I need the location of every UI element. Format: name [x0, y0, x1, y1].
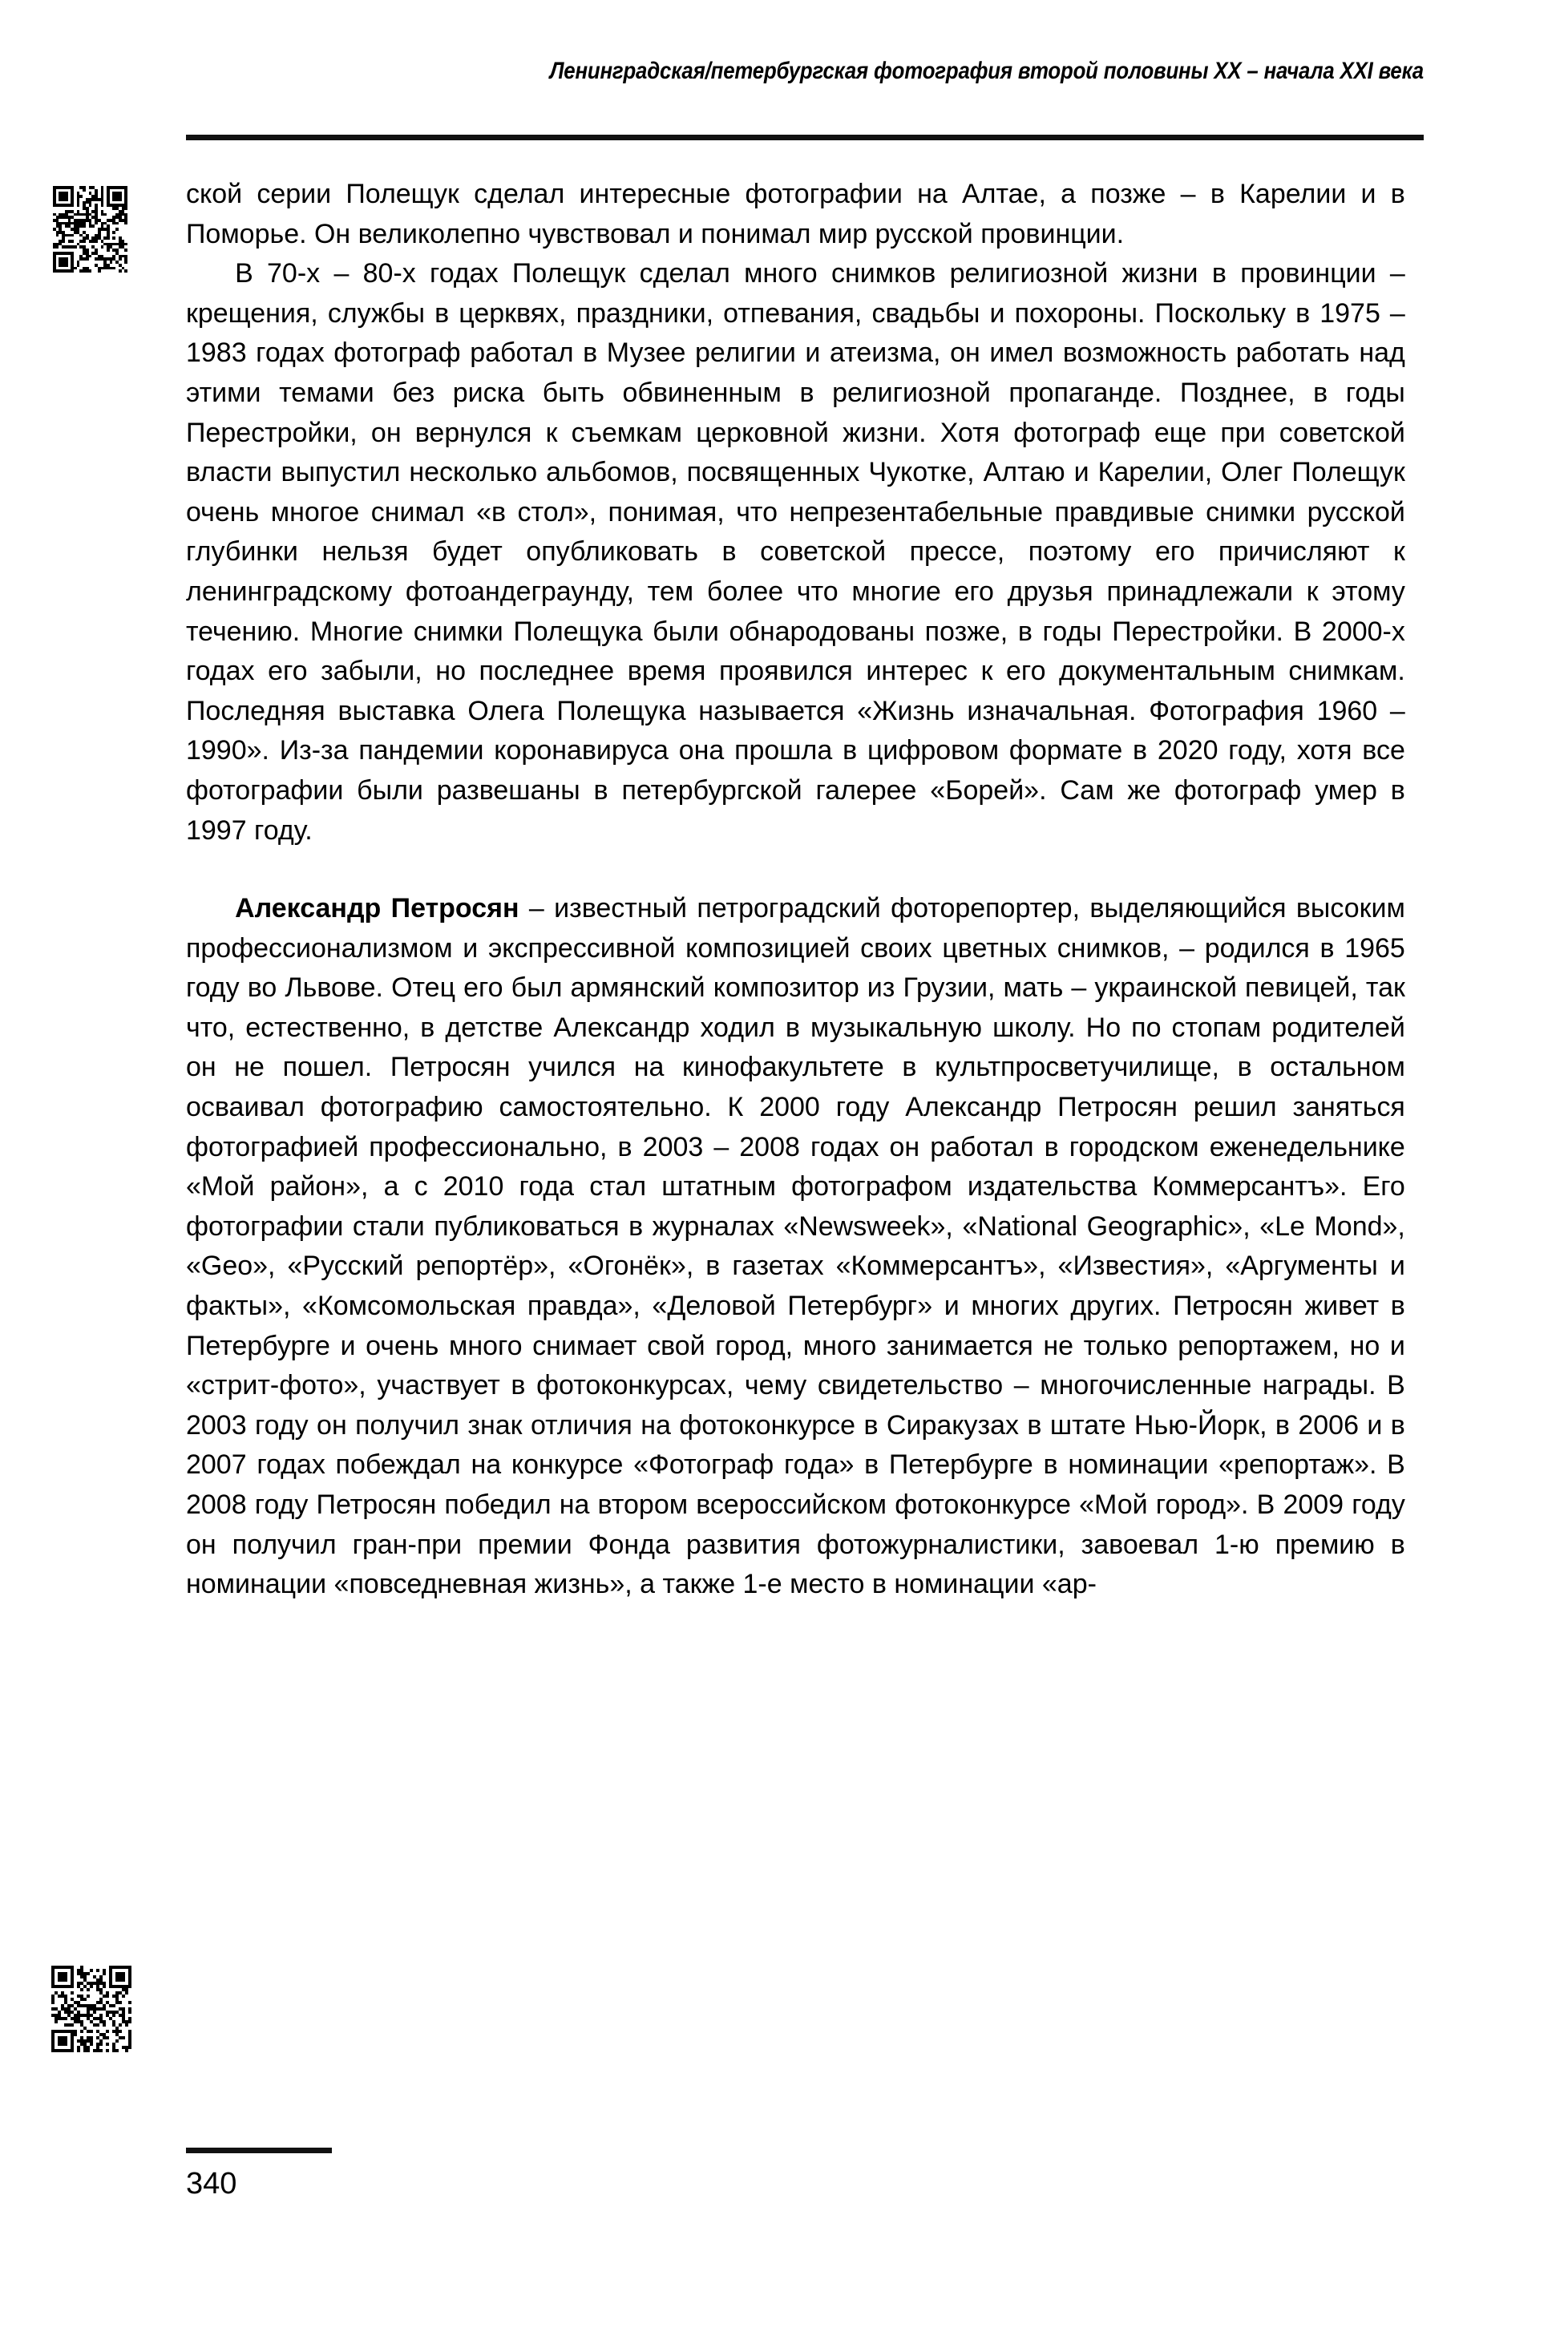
running-head: Ленинградская/петербургская фотография второй половины XX – начала XXI века	[549, 58, 1424, 84]
qr-code-icon	[53, 186, 127, 273]
header-rule	[186, 135, 1424, 140]
lead-name-petrosyan: Александр Петросян	[235, 893, 519, 924]
paragraph-poleschuk-religion: В 70-х – 80-х годах Полещук сделал много снимков религиозной жизни в провинции – крещения, службы в церквях, праздники, отпевания, свадьбы и похороны. Поскольку в 1975 – 1983 годах фотограф работал в Музее религии и атеизма, он имел возможность работать над этими темами без риска быть обвиненным в религиозной пропаганде. Позднее, в годы Перестройки, он вернулся к съемкам церковной жизни. Хотя фотограф еще при советской власти выпустил несколько альбомов, посвященных Чукотке, Алтаю и Карелии, Олег Полещук очень многое снимал «в стол», понимая, что непрезентабельные правдивые снимки русской глубинки нельзя будет опубликовать в советской прессе, поэтому его причисляют к ленинградскому фотоандеграунду, тем более что многие его друзья принадлежали к этому течению. Многие снимки Полещука были обнародованы позже, в годы Перестройки. В 2000-х годах его забыли, но последнее время проявился интерес к его документальным снимкам. Последняя выставка Олега Полещука называется «Жизнь изначальная. Фотография 1960 – 1990». Из-за пандемии коронавируса она прошла в цифровом формате в 2020 году, хотя все фотографии были развешаны в петербургской галерее «Борей». Сам же фотограф умер в 1997 году.	[186, 258, 1405, 846]
text-column	[186, 175, 1424, 1605]
paragraph-petrosyan-body: – известный петроградский фоторепортер, выделяющийся высоким профессионализмом и экспрессивной композицией своих цветных снимков, – родился в 1965 году во Львове. Отец его был армянский композитор из Грузии, мать – украинской певицей, так что, естественно, в детстве Александр ходил в музыкальную школу. Но по стопам родителей он не пошел. Петросян учился на кинофакультете в культпросветучилище, в остальном осваивал фотографию самостоятельно. К 2000 году Александр Петросян решил заняться фотографией профессионально, в 2003 – 2008 годах он работал в городском еженедельнике «Мой район», а с 2010 года стал штатным фотографом издательства Коммерсантъ». Его фотографии стали публиковаться в журналах «Newsweek», «National Geographic», «Le Mond», «Geo», «Русский репортёр», «Огонёк», в газетах «Коммерсантъ», «Известия», «Аргументы и факты», «Комсомольская правда», «Деловой Петербург» и многих других. Петросян живет в Петербурге и очень много снимает свой город, много занимается не только репортажем, но и «стрит-фото», участвует в фотоконкурсах, чему свидетельство – многочисленные награды. В 2003 году он получил знак отличия на фотоконкурсе в Сиракузах в штате Нью-Йорк, в 2006 и в 2007 годах побеждал на конкурсе «Фотограф года» в Петербурге в номинации «репортаж». В 2008 году Петросян победил на втором всероссийском фотоконкурсе «Мой город». В 2009 году он получил гран-при премии Фонда развития фотожурналистики, завоевал 1-ю премию в номинации «повседневная жизнь», а также 1-е место в номинации «ар-	[186, 893, 1405, 1600]
page-number: 340	[186, 2167, 237, 2201]
qr-code-icon	[51, 1966, 131, 2052]
paragraph-petrosyan	[186, 889, 1405, 1605]
footer-rule	[186, 2148, 332, 2153]
paragraph-poleschuk-continued: ской серии Полещук сделал интересные фотографии на Алтае, а позже – в Карелии и в Поморье. Он великолепно чувствовал и понимал мир русской провинции.	[186, 179, 1405, 249]
